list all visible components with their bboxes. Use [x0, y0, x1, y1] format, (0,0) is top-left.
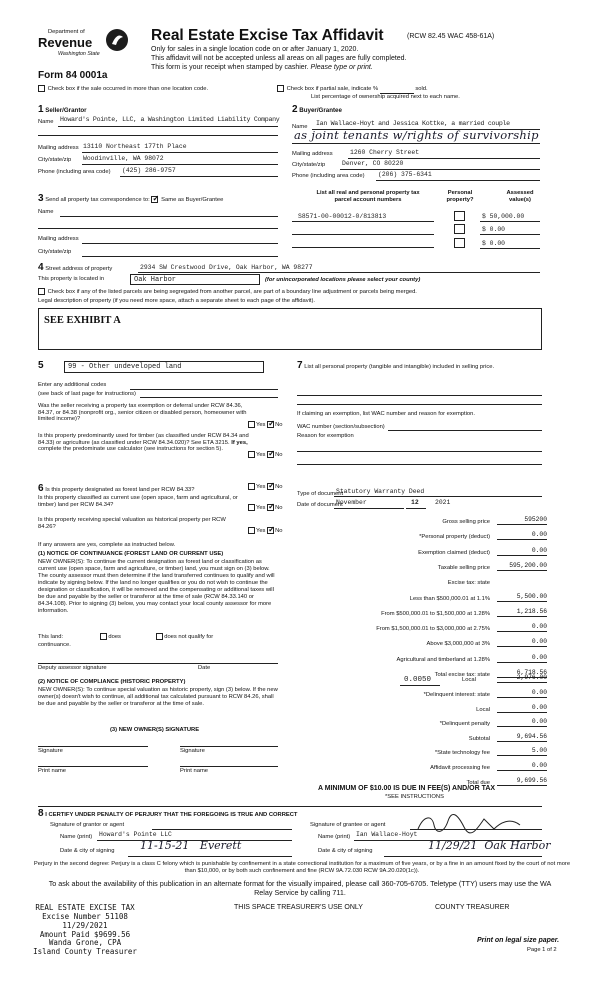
street-address-label: Street address of property — [45, 266, 113, 272]
personal-property-checkbox-2[interactable] — [454, 224, 465, 234]
local-label: Local — [462, 677, 476, 683]
buyer-city-field[interactable]: Denver, CO 80220 — [342, 160, 404, 167]
q1-no-label: No — [275, 422, 283, 429]
doc-date-month[interactable]: November — [336, 499, 367, 506]
tax-row-value[interactable]: 0.00 — [497, 704, 547, 713]
buyer-name-label: Name — [292, 124, 308, 130]
grantor-date-label: Date & city of signing — [60, 848, 115, 854]
form-number: Form 84 0001a — [38, 70, 108, 81]
owner-signature-label-2: Signature — [180, 748, 205, 754]
page-number: Page 1 of 2 — [527, 947, 557, 953]
land-does-not-checkbox[interactable] — [156, 633, 163, 640]
perjury-statement — [30, 861, 574, 875]
parcels-col2-header — [440, 190, 480, 203]
doc-type-label: Type of document — [297, 491, 344, 497]
multi-location-checkbox-row — [38, 85, 208, 93]
personal-property-checkbox-3[interactable] — [454, 238, 465, 248]
minimum-due-note: A MINIMUM OF $10.00 IS DUE IN FEE(S) AND/OR TAX — [318, 785, 496, 792]
tax-row-value[interactable]: 0.00 — [497, 654, 547, 663]
tax-row-value[interactable]: 0.00 — [497, 689, 547, 698]
county-treasurer-label: COUNTY TREASURER — [435, 904, 510, 911]
header-line-3-italic: Please type or print. — [310, 64, 373, 71]
grantee-name-label: Name (print) — [318, 834, 351, 840]
grantor-date-handwritten: 11-15-21 Everett — [140, 839, 242, 852]
parcels-col2-header-b: property? — [446, 196, 474, 203]
unincorporated-note: (for unincorporated locations please select your county) — [265, 277, 421, 283]
tax-row-label: *State technology fee — [434, 750, 490, 757]
partial-sale-row — [277, 85, 428, 94]
tax-row-value[interactable]: 595200 — [497, 516, 547, 525]
receipt-line-6: Island County Treasurer — [33, 947, 137, 957]
section6-q3: Is this property receiving special valuation as historical property per RCW 84.26? — [38, 517, 226, 530]
tax-row-label: Taxable selling price — [437, 564, 490, 571]
partial-sale-label: Check box if partial sale, indicate % — [286, 86, 379, 93]
grantee-date-label: Date & city of signing — [318, 848, 373, 854]
seller-city-label: City/state/zip — [38, 157, 72, 163]
receipt-line-1: REAL ESTATE EXCISE TAX — [35, 903, 135, 912]
section5-q2-ifyes: If yes, — [231, 439, 248, 446]
section4-street-row — [38, 262, 112, 274]
grantee-signature-label: Signature of grantee or agent — [310, 822, 386, 828]
boundary-row — [38, 288, 417, 296]
receipt-line-4: Amount Paid $9699.56 — [39, 929, 131, 939]
tax-row-label: Above $3,000,000 at 3% — [426, 641, 490, 648]
grantee-name-field[interactable]: Ian Wallace-Hoyt — [356, 831, 418, 838]
buyer-mailing-field[interactable]: 1260 Cherry Street — [350, 149, 420, 156]
reason-label: Reason for exemption — [297, 433, 354, 439]
header-line-3 — [151, 64, 373, 72]
deputy-date-label: Date — [198, 665, 211, 671]
parcel-value-1[interactable]: $ 50,000.00 — [482, 213, 525, 220]
tax-row-label: Agricultural and timberland at 1.28% — [396, 656, 490, 663]
s6q1-no-label: No — [275, 484, 283, 491]
tax-row-label: *Delinquent penalty — [439, 721, 490, 728]
doc-date-label: Date of document — [297, 502, 343, 508]
this-land-row — [38, 633, 213, 641]
seller-name-field[interactable]: Howard's Pointe, LLC, a Washington Limited Liability Company — [60, 116, 280, 123]
land-use-select[interactable] — [64, 361, 264, 373]
section5-q2 — [38, 433, 250, 453]
see-instructions: *SEE INSTRUCTIONS — [385, 794, 444, 800]
s6q1-yes-checkbox[interactable] — [248, 483, 255, 490]
section5-q1: Was the seller receiving a property tax exemption or deferral under RCW 84.36, 84.37, or 84.38 (nonprofit org., senior citizen or disabled person, homeowner with limited income)? — [38, 403, 247, 423]
tax-row-label: Less than $500,000.01 at 1.1% — [409, 595, 490, 602]
q2-no-label: No — [275, 452, 283, 459]
seller-mailing-label: Mailing address — [38, 145, 79, 151]
s6q2-yes-label: Yes — [256, 505, 266, 512]
seller-phone-field[interactable]: (425) 286-9757 — [122, 167, 176, 174]
tax-row-value[interactable]: 5,500.00 — [497, 593, 547, 602]
tax-row-label: Local — [476, 706, 490, 713]
tax-row-label: *Personal property (deduct) — [419, 534, 490, 541]
buyer-mailing-label: Mailing address — [292, 151, 333, 157]
owner-print-name-1: Print name — [38, 768, 67, 774]
located-in-select[interactable] — [130, 274, 260, 285]
receipt-line-2: Excise Number 51108 — [42, 911, 128, 921]
partial-sale-percent-field[interactable] — [380, 86, 414, 94]
partial-sale-sold: sold. — [415, 86, 428, 93]
buyer-heading-label: Buyer/Grantee — [299, 107, 342, 114]
doc-type-field[interactable]: Statutory Warranty Deed — [336, 488, 425, 495]
perjury-text: Perjury in the second degree: Perjury is a class C felony which is punishable by confinement in a state correctional institution for a maximum of five years, or by a fine in an amount fixed by the court of not more than $10,000, or by both such confinement and fine (RCW 9A.72.030 RCW 9A.20.020(1c)). — [33, 861, 571, 874]
section6-q1-text: Is this property designated as forest land per RCW 84.33? — [45, 487, 195, 493]
legal-description-label: Legal description of property (if you need more space, attach a separate sheet to each page of the affidavit). — [38, 298, 316, 304]
buyer-name-field[interactable]: Ian Wallace-Hoyt and Jessica Kottke, a married couple — [316, 120, 510, 127]
q1-yes-label: Yes — [256, 422, 266, 429]
section3-city-label: City/state/zip — [38, 249, 72, 255]
section7-num: 7 — [297, 360, 303, 371]
section5-q2-answers — [248, 451, 283, 459]
section6-q2-answers — [248, 504, 283, 512]
partial-sale-checkbox[interactable] — [277, 85, 284, 92]
section3-num: 3 — [38, 193, 44, 204]
buyer-city-label: City/state/zip — [292, 162, 326, 168]
dor-logo — [38, 27, 130, 69]
section4-num: 4 — [38, 262, 44, 273]
tax-row-label: Excise tax: state — [447, 580, 490, 587]
header-line-1: Only for sales in a single location code on or after January 1, 2020. — [151, 46, 359, 53]
located-in-value: Oak Harbor — [134, 276, 177, 284]
parcels-col1-header-b: parcel account numbers — [334, 196, 402, 203]
new-owner-heading: (3) NEW OWNER(S) SIGNATURE — [110, 727, 200, 733]
accessibility-note: To ask about the availability of this publication in an alternate format for the visually impaired, please call 360-705-6705. Teletype (TTY) users may use the WA Relay Service by calling 711. — [48, 879, 552, 897]
grantor-name-field[interactable]: Howard's Pointe LLC — [99, 831, 172, 838]
owner-signature-label-1: Signature — [38, 748, 63, 754]
land-use-value: 99 - Other undeveloped land — [68, 363, 182, 371]
tax-row-value[interactable]: 595,200.00 — [497, 562, 547, 571]
tax-row-value[interactable]: 6,718.56 — [497, 669, 547, 678]
continuance-heading: (1) NOTICE OF CONTINUANCE (FOREST LAND OR CURRENT USE) — [38, 551, 224, 557]
parcel-value-3[interactable]: $ 0.00 — [482, 240, 506, 247]
legal-description-box[interactable] — [38, 308, 542, 350]
logo-revenue: Revenue — [38, 35, 93, 50]
grantee-signature-icon — [414, 813, 524, 837]
section7-text: List all personal property (tangible and intangible) included in selling price. — [304, 364, 495, 370]
multi-location-label: Check box if the sale occurred in more than one location code. — [47, 86, 209, 93]
same-as-buyer-label: Same as Buyer/Grantee — [161, 197, 224, 203]
see-back-note: (see back of last page for instructions) — [38, 391, 136, 397]
exemption-label: If claiming an exemption, list WAC number and reason for exemption. — [297, 411, 475, 417]
section3-name-label: Name — [38, 209, 54, 215]
s6q2-yes-checkbox[interactable] — [248, 504, 255, 511]
owner-print-name-2: Print name — [180, 768, 209, 774]
q1-yes-checkbox[interactable] — [248, 421, 255, 428]
located-in-label: This property is located in — [38, 276, 105, 282]
section3-heading — [38, 193, 223, 205]
s6q2-no-label: No — [275, 505, 283, 512]
q2-yes-checkbox[interactable] — [248, 451, 255, 458]
receipt-line-3: 11/29/2021 — [62, 920, 108, 930]
boundary-label: Check box if any of the listed parcels are being segregated from another parcel, are part of a boundary line adjustment or parcels being merged. — [47, 289, 417, 296]
personal-property-checkbox-1[interactable] — [454, 211, 465, 221]
certify-text: I CERTIFY UNDER PENALTY OF PERJURY THAT THE FOREGOING IS TRUE AND CORRECT — [45, 812, 298, 818]
tax-row-label: *Delinquent interest: state — [423, 692, 490, 698]
parcels-col3-header-b: value(s) — [509, 196, 531, 203]
continuance-label: continuance. — [38, 642, 71, 648]
grantor-signature-label: Signature of grantor or agent — [50, 822, 125, 828]
doc-date-day[interactable]: 12 — [411, 499, 419, 506]
section5-q1-answers — [248, 421, 283, 429]
tax-row-label: From $500,000.01 to $1,500,000 at 1.28% — [381, 610, 490, 617]
parcels-col1-header — [303, 190, 433, 203]
buyer-handwritten-tenancy: as joint tenants w/rights of survivorship — [294, 128, 539, 142]
tax-row-value[interactable]: 9,699.56 — [497, 777, 547, 786]
grantor-name-label: Name (print) — [60, 834, 93, 840]
logo-state: Washington State — [58, 51, 100, 57]
section3-mailing-label: Mailing address — [38, 236, 79, 242]
land-does-checkbox[interactable] — [100, 633, 107, 640]
seller-mailing-field[interactable]: 13110 Northeast 177th Place — [83, 143, 187, 150]
section5-num: 5 — [38, 360, 44, 371]
grantee-date-handwritten: 11/29/21 Oak Harbor — [428, 839, 551, 852]
seller-city-field[interactable]: Woodinville, WA 98072 — [83, 155, 164, 162]
seller-heading-label: Seller/Grantor — [45, 107, 87, 114]
wac-label: WAC number (section/subsection) — [297, 424, 385, 430]
tax-row-value[interactable]: 0.00 — [497, 718, 547, 727]
parcel-value-2[interactable]: $ 0.00 — [482, 226, 506, 233]
seller-phone-label: Phone (including area code) — [38, 169, 111, 175]
section8-num: 8 — [38, 808, 44, 819]
legal-description-value: SEE EXHIBIT A — [44, 315, 121, 326]
section5-q2-text: Is this property predominantly used for timber (as classified under RCW 84.34 and 84.33) or agriculture (as classified under RCW 84.34.020)? See ETA 3215. — [38, 433, 249, 446]
tax-row-label: Affidavit processing fee — [430, 765, 490, 771]
section6-q1 — [38, 483, 195, 495]
compliance-text: NEW OWNER(S): To continue special valuation as historic property, sign (3) below. If the new owner(s) doesn't wish to continue, all additional tax calculated pursuant to RCW 84.26, shall be due and payable by the seller or transferor at the time of sale. — [38, 687, 278, 708]
s6q2-no-checkbox[interactable] — [267, 504, 274, 511]
tax-row-value[interactable]: 0.00 — [497, 547, 547, 556]
parcel-account-1[interactable]: S8571-00-00012-0/813813 — [298, 213, 387, 220]
tax-row-label: Gross selling price — [442, 519, 490, 525]
tax-row-value[interactable]: 9,694.56 — [497, 733, 547, 742]
tax-row-label: Total due — [466, 779, 490, 786]
page-title: Real Estate Excise Tax Affidavit — [151, 27, 384, 44]
section3-label: Send all property tax correspondence to: — [45, 197, 150, 203]
buyer-phone-label: Phone (including area code) — [292, 173, 365, 179]
logo-mark-icon — [106, 29, 128, 51]
q1-no-checkbox[interactable] — [267, 421, 274, 428]
multi-location-checkbox[interactable] — [38, 85, 45, 92]
header-line-3-text: This form is your receipt when stamped by cashier. — [151, 64, 309, 71]
s6q3-no-checkbox[interactable] — [267, 527, 274, 534]
treasurer-use-only: THIS SPACE TREASURER'S USE ONLY — [234, 904, 363, 911]
buyer-num: 2 — [292, 104, 298, 115]
same-as-buyer-checkbox[interactable] — [151, 196, 158, 203]
local-tax-value[interactable]: 2,976.00 — [497, 674, 547, 683]
tax-row-value[interactable]: 1,218.56 — [497, 608, 547, 617]
section7-heading — [297, 360, 542, 372]
section6-q1-answers — [248, 483, 283, 491]
certify-heading — [38, 808, 297, 820]
deputy-signature-label: Deputy assessor signature — [38, 665, 107, 671]
tax-row-label: Exemption claimed (deduct) — [418, 549, 490, 556]
parcels-col1-header-a: List all real and personal property tax — [316, 190, 420, 196]
logo-department: Department of — [48, 29, 85, 35]
land-does-not-label: does not qualify for — [164, 634, 214, 641]
tax-row-label: Total excise tax: state — [434, 672, 490, 678]
this-land-label: This land: — [38, 634, 64, 641]
title-citation: (RCW 82.45 WAC 458-61A) — [407, 33, 495, 40]
seller-name-label: Name — [38, 119, 54, 125]
section6-num: 6 — [38, 483, 44, 494]
seller-num: 1 — [38, 104, 44, 115]
local-rate[interactable]: 0.0050 — [404, 676, 432, 684]
section6-q2: Is this property classified as current use (open space, farm and agricultural, or timber) land per RCW 84.34? — [38, 495, 238, 508]
q2-yes-label: Yes — [256, 452, 266, 459]
tax-row-value[interactable]: 0.00 — [497, 638, 547, 647]
tax-row-label: From $1,500,000.01 to $3,000,000 at 2.75% — [376, 626, 490, 633]
header-line-2: This affidavit will not be accepted unless all areas on all pages are fully completed. — [151, 55, 407, 62]
q2-no-checkbox[interactable] — [267, 451, 274, 458]
continuance-text: NEW OWNER(S): To continue the current designation as forest land or classification as current use (open space, farm and agriculture, or timber) land, you must sign on (3) below. The county assessor must then determine if the land transferred continues to qualify and will indicate by signing below. If the land no longer qualifies or you do not wish to continue the designation or classification, it will be removed and the compensating or additional taxes will be due and payable by the seller or transferor at the time of sale (RCW 84.33.140 or 84.34.108). Prior to signing (3) below, you may contact your local county assessor for more information. — [38, 559, 275, 615]
s6q1-no-checkbox[interactable] — [267, 483, 274, 490]
s6q3-yes-checkbox[interactable] — [248, 527, 255, 534]
additional-codes-label: Enter any additional codes — [38, 382, 107, 388]
tax-row-value[interactable]: 5.00 — [497, 747, 547, 756]
section6-note: If any answers are yes, complete as instructed below. — [38, 542, 176, 548]
land-does-label: does — [108, 634, 121, 641]
section5-q2-calc: complete the predominate use calculator (see instructions for section 5). — [38, 446, 223, 453]
tax-row-value[interactable]: 0.00 — [497, 762, 547, 771]
boundary-checkbox[interactable] — [38, 288, 45, 295]
compliance-heading: (2) NOTICE OF COMPLIANCE (HISTORIC PROPERTY) — [38, 679, 186, 685]
street-address-field[interactable]: 2934 SW Crestwood Drive, Oak Harbor, WA 98277 — [140, 264, 313, 271]
tax-row-value[interactable]: 0.00 — [497, 531, 547, 540]
buyer-heading — [292, 104, 342, 116]
ownership-note: List percentage of ownership acquired next to each name. — [311, 94, 460, 100]
buyer-phone-field[interactable]: (206) 375-6341 — [378, 171, 432, 178]
legal-size-note: Print on legal size paper. — [477, 937, 560, 944]
seller-heading — [38, 104, 87, 116]
s6q3-yes-label: Yes — [256, 528, 266, 535]
tax-row-value[interactable]: 0.00 — [497, 623, 547, 632]
section6-q3-answers — [248, 527, 283, 535]
treasurer-receipt-stamp — [30, 904, 140, 957]
parcels-col2-header-a: Personal — [447, 190, 473, 196]
parcels-col3-header — [496, 190, 544, 203]
s6q3-no-label: No — [275, 528, 283, 535]
doc-date-year[interactable]: 2021 — [435, 499, 451, 506]
s6q1-yes-label: Yes — [256, 484, 266, 491]
receipt-line-5: Wanda Grone, CPA — [48, 938, 122, 948]
parcels-col3-header-a: Assessed — [506, 190, 534, 196]
tax-row-label: Subtotal — [468, 735, 490, 742]
